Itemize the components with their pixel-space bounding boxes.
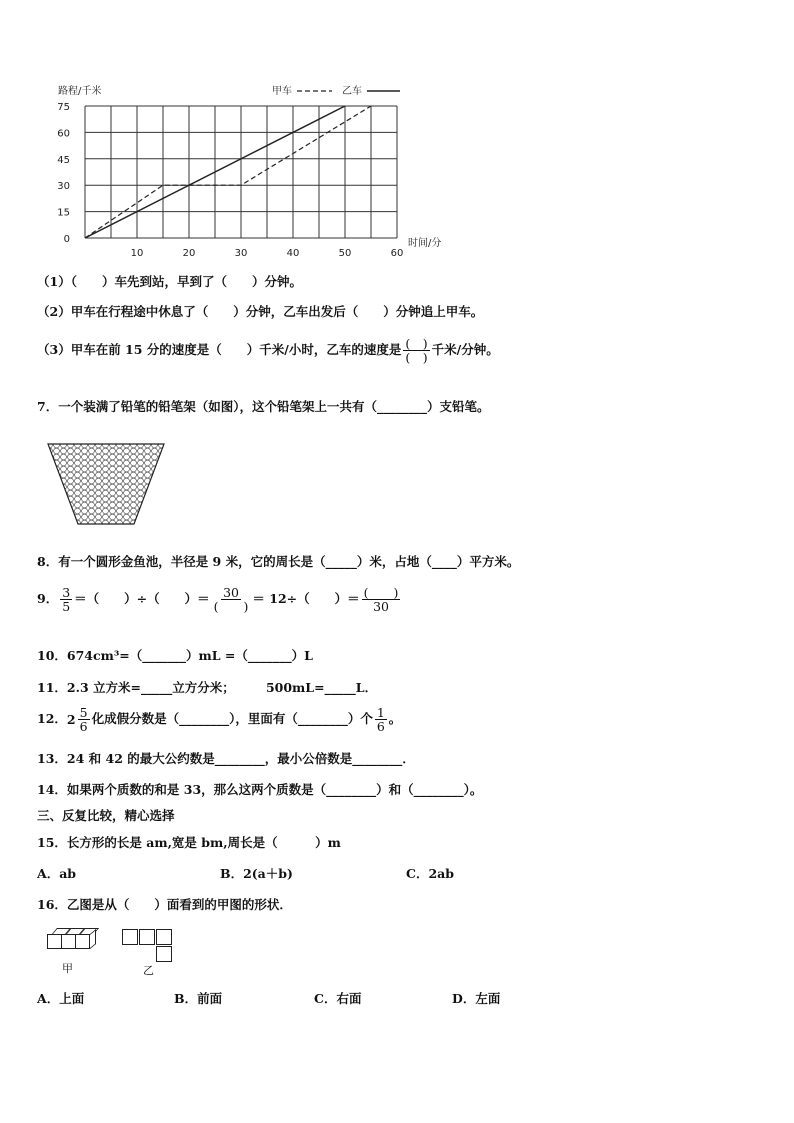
q16-option-c: C．右面: [314, 991, 362, 1006]
q8: 8．有一个圆形金鱼池，半径是 9 米，它的周长是（_____）米，占地（____）平方米。: [37, 554, 520, 569]
cube-side: [90, 929, 96, 949]
chart-grid: [85, 106, 397, 238]
q11: 11．2.3 立方米=_____立方分米； 500mL=_____L．: [37, 680, 378, 695]
q15: 15．长方形的长是 am,宽是 bm,周长是（ ）m: [37, 835, 341, 850]
q12-mixed-number: [67, 706, 92, 733]
frac-num: 5: [79, 705, 88, 720]
y-tick-label: 45: [57, 154, 70, 166]
x-tick-label: 10: [130, 248, 144, 259]
q16-option-d: D．左面: [452, 991, 501, 1006]
q15-option-a: A．ab: [37, 866, 77, 881]
x-tick-label: 20: [182, 248, 196, 259]
cube-face: [61, 934, 76, 949]
q16-option-b: B．前面: [174, 991, 223, 1006]
q7: 7．一个装满了铅笔的铅笔架（如图），这个铅笔架上一共有（________）支铅笔。: [37, 399, 490, 414]
q9-fraction-1: [60, 586, 72, 613]
q12-end: 。: [388, 711, 402, 727]
q9-mid-1: ＝（ ）÷（ ）＝: [74, 591, 210, 607]
frac-num: 1: [376, 705, 385, 720]
square: [156, 929, 172, 945]
section-3-heading: 三、反复比较，精心选择: [37, 808, 175, 823]
mixed-fraction: [78, 706, 90, 733]
q9-mid-2: ＝ 12÷（ ）＝: [252, 591, 360, 607]
q12-number: 12．: [37, 711, 67, 727]
frac-num: ( ): [405, 336, 428, 351]
figure-jia-label: 甲: [62, 962, 73, 975]
y-tick-label: 30: [57, 181, 70, 193]
q6-part1: （1）（ ）车先到站，早到了（ ）分钟。: [37, 274, 302, 289]
q6-part3-fraction: [403, 337, 429, 364]
q6-part2: （2）甲车在行程途中休息了（ ）分钟，乙车出发后（ ）分钟追上甲车。: [37, 304, 484, 319]
frac-num: 30: [223, 585, 239, 600]
cube-face: [47, 934, 62, 949]
figure-yi-label: 乙: [143, 964, 154, 977]
frac-den: 6: [376, 719, 385, 735]
y-tick-label: 60: [57, 128, 70, 140]
mixed-whole: 2: [66, 712, 76, 728]
y-tick-labels: [57, 102, 70, 245]
q9-number: 9．: [37, 591, 59, 607]
x-tick-label: 40: [286, 248, 300, 259]
frac-den: ( ): [405, 350, 428, 366]
frac-den: ( ): [213, 599, 249, 615]
pencil-holder-figure: [46, 442, 166, 528]
frac-den: 5: [62, 599, 71, 615]
chart-xlabel: 时间/分: [408, 238, 442, 249]
q13: 13．24 和 42 的最大公约数是________，最小公倍数是________．: [37, 751, 415, 766]
cube-face: [75, 934, 90, 949]
q10: 10．674cm³=（_______）mL =（_______）L: [37, 648, 313, 663]
q15-option-b: B．2(a＋b): [220, 866, 293, 881]
legend-jia-label: 甲车: [272, 86, 292, 97]
travel-chart: [40, 78, 460, 268]
square: [139, 929, 155, 945]
square: [156, 946, 172, 962]
figure-yi: [122, 929, 178, 963]
frac-num: 3: [62, 585, 71, 600]
q6-part3-text-a: （3）甲车在前 15 分的速度是（ ）千米/小时，乙车的速度是: [37, 342, 402, 358]
q9-fraction-3: [362, 586, 401, 613]
frac-num: ( ): [363, 585, 399, 600]
frac-den: 6: [79, 719, 88, 735]
chart-ylabel: 路程/千米: [58, 86, 102, 97]
x-tick-label: 50: [338, 248, 352, 259]
q9-fraction-2: [212, 586, 251, 613]
y-tick-label: 15: [57, 207, 70, 219]
q12: [37, 706, 401, 733]
q16-option-a: A．上面: [37, 991, 85, 1006]
square: [122, 929, 138, 945]
q12-unit-fraction: [375, 706, 387, 733]
q9: [37, 586, 402, 613]
x-tick-label: 30: [234, 248, 248, 259]
q6-part3: [37, 337, 499, 364]
y-tick-label: 75: [57, 102, 70, 113]
y-tick-label: 0: [63, 234, 70, 245]
legend-yi-label: 乙车: [342, 86, 362, 97]
q14: 14．如果两个质数的和是 33，那么这两个质数是（________）和（________）。: [37, 782, 483, 797]
x-tick-labels: [131, 248, 404, 259]
q6-part3-text-b: 千米/分钟。: [431, 342, 499, 358]
frac-den: 30: [373, 599, 389, 615]
q12-text: 化成假分数是（________），里面有（________）个: [91, 711, 373, 727]
x-tick-label: 60: [390, 248, 404, 259]
q16: 16．乙图是从（ ）面看到的甲图的形状．: [37, 897, 292, 912]
q15-option-c: C．2ab: [406, 866, 454, 881]
figure-jia: [44, 928, 104, 956]
series-jia-line: [85, 106, 371, 238]
